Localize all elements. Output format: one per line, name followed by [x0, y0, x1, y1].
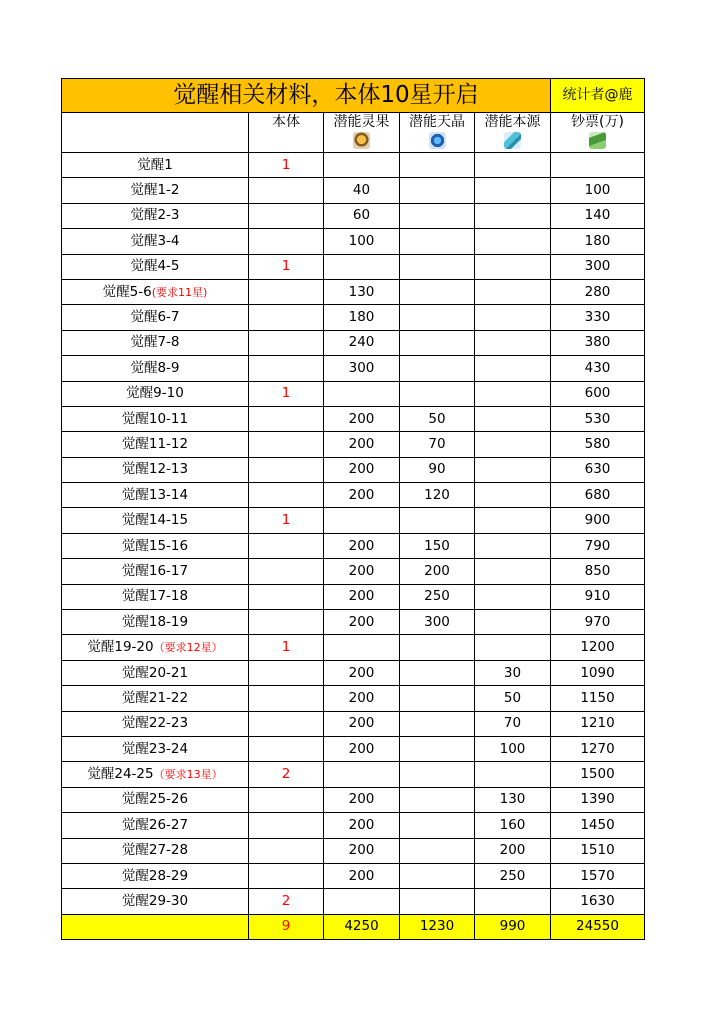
benyuan-cell[interactable]: [475, 762, 551, 787]
benyuan-cell[interactable]: [475, 305, 551, 330]
linguo-cell[interactable]: 200: [324, 432, 400, 457]
benti-cell[interactable]: 1: [249, 254, 324, 279]
stage-cell[interactable]: [62, 686, 249, 711]
benti-cell[interactable]: [249, 584, 324, 609]
stage-label: 觉醒2-3: [130, 207, 180, 224]
tianjing-cell[interactable]: 300: [400, 610, 475, 635]
stage-cell[interactable]: [62, 279, 249, 304]
stage-label: 觉醒9-10: [126, 385, 184, 402]
benti-cell[interactable]: 2: [249, 889, 324, 914]
stage-label: 觉醒23-24: [121, 740, 189, 757]
total-benti-cell[interactable]: 9: [249, 914, 324, 939]
stage-cell[interactable]: [62, 660, 249, 685]
table-row: [62, 508, 645, 533]
benti-cell[interactable]: [249, 178, 324, 203]
table-row: [62, 457, 645, 482]
table-row: [62, 279, 645, 304]
benyuan-cell[interactable]: [475, 381, 551, 406]
money-cell[interactable]: 1150: [551, 686, 645, 711]
stage-cell[interactable]: [62, 356, 249, 381]
stage-label: 觉醒8-9: [130, 359, 180, 376]
benyuan-cell[interactable]: 100: [475, 736, 551, 761]
table-row: [62, 736, 645, 761]
linguo-cell[interactable]: 240: [324, 330, 400, 355]
benyuan-cell[interactable]: 130: [475, 787, 551, 812]
stage-label: 觉醒27-28: [121, 842, 189, 859]
stage-label: 觉醒28-29: [121, 867, 189, 884]
linguo-cell[interactable]: 100: [324, 229, 400, 254]
benti-cell[interactable]: 1: [249, 381, 324, 406]
stage-label: 觉醒29-30: [121, 893, 189, 910]
table-row: [62, 153, 645, 178]
awakening-materials-table: [61, 78, 645, 940]
table-row: [62, 686, 645, 711]
linguo-cell[interactable]: 200: [324, 483, 400, 508]
table-row: [62, 584, 645, 609]
table-row: [62, 483, 645, 508]
tianjing-cell[interactable]: [400, 203, 475, 228]
table-row: [62, 330, 645, 355]
benyuan-cell[interactable]: [475, 279, 551, 304]
stage-label: 觉醒1-2: [130, 182, 180, 199]
table-row: [62, 813, 645, 838]
benti-cell[interactable]: [249, 686, 324, 711]
benti-cell[interactable]: [249, 610, 324, 635]
benti-cell[interactable]: [249, 432, 324, 457]
stage-label: 觉醒16-17: [121, 562, 189, 579]
money-cell[interactable]: 1200: [551, 635, 645, 660]
potential-fruit-icon: [353, 132, 370, 149]
header-benti-label: 本体: [272, 114, 300, 130]
stage-label: 觉醒19-20: [87, 639, 154, 656]
money-cell[interactable]: 140: [551, 203, 645, 228]
money-cell[interactable]: 380: [551, 330, 645, 355]
benti-cell[interactable]: [249, 787, 324, 812]
stage-cell[interactable]: [62, 457, 249, 482]
benyuan-cell[interactable]: 200: [475, 838, 551, 863]
stage-cell[interactable]: [62, 584, 249, 609]
benyuan-cell[interactable]: [475, 584, 551, 609]
money-cell[interactable]: 1570: [551, 863, 645, 888]
linguo-cell[interactable]: 200: [324, 787, 400, 812]
stage-label: 觉醒5-6: [102, 283, 152, 300]
benyuan-cell[interactable]: [475, 153, 551, 178]
money-cell[interactable]: 1390: [551, 787, 645, 812]
benyuan-cell[interactable]: 160: [475, 813, 551, 838]
money-cell[interactable]: 300: [551, 254, 645, 279]
tianjing-cell[interactable]: 90: [400, 457, 475, 482]
stage-cell[interactable]: [62, 406, 249, 431]
stage-cell[interactable]: [62, 381, 249, 406]
tianjing-cell[interactable]: [400, 863, 475, 888]
stage-cell[interactable]: [62, 736, 249, 761]
benti-cell[interactable]: [249, 483, 324, 508]
money-cell[interactable]: 910: [551, 584, 645, 609]
tianjing-cell[interactable]: [400, 508, 475, 533]
table-row: [62, 533, 645, 558]
benyuan-cell[interactable]: 30: [475, 660, 551, 685]
linguo-cell[interactable]: [324, 153, 400, 178]
stage-cell[interactable]: [62, 762, 249, 787]
benti-cell[interactable]: 1: [249, 153, 324, 178]
tianjing-cell[interactable]: [400, 686, 475, 711]
money-cell[interactable]: 900: [551, 508, 645, 533]
tianjing-cell[interactable]: [400, 229, 475, 254]
money-cell[interactable]: 1090: [551, 660, 645, 685]
stage-cell[interactable]: [62, 813, 249, 838]
benyuan-cell[interactable]: [475, 533, 551, 558]
stage-cell[interactable]: [62, 635, 249, 660]
header-linguo-label: 潜能灵果: [333, 114, 390, 130]
star-requirement-note: （要求13星）: [153, 768, 223, 782]
star-requirement-note: (要求11星): [151, 285, 208, 299]
money-cell[interactable]: 1510: [551, 838, 645, 863]
benyuan-cell[interactable]: [475, 635, 551, 660]
header-tianjing[interactable]: [400, 113, 475, 153]
linguo-cell[interactable]: [324, 889, 400, 914]
benyuan-cell[interactable]: [475, 406, 551, 431]
table-row: [62, 863, 645, 888]
benti-cell[interactable]: [249, 406, 324, 431]
stage-cell[interactable]: [62, 787, 249, 812]
stage-cell[interactable]: [62, 889, 249, 914]
stage-cell[interactable]: [62, 432, 249, 457]
table-row: [62, 229, 645, 254]
benti-cell[interactable]: [249, 660, 324, 685]
money-cell[interactable]: 600: [551, 381, 645, 406]
benyuan-cell[interactable]: 250: [475, 863, 551, 888]
stage-label: 觉醒13-14: [121, 486, 189, 503]
money-cell[interactable]: 1270: [551, 736, 645, 761]
tianjing-cell[interactable]: 200: [400, 559, 475, 584]
table-row: [62, 305, 645, 330]
benti-cell[interactable]: [249, 533, 324, 558]
star-requirement-note: （要求12星）: [153, 641, 223, 655]
stage-cell[interactable]: [62, 610, 249, 635]
stage-label: 觉醒17-18: [121, 588, 189, 605]
tianjing-cell[interactable]: 120: [400, 483, 475, 508]
tianjing-cell[interactable]: [400, 736, 475, 761]
banknote-icon: [589, 132, 606, 149]
table-row: [62, 559, 645, 584]
money-cell[interactable]: 580: [551, 432, 645, 457]
benti-cell[interactable]: [249, 711, 324, 736]
totals-label-cell[interactable]: [62, 914, 249, 939]
stage-label: 觉醒4-5: [130, 258, 180, 275]
money-cell[interactable]: 970: [551, 610, 645, 635]
benti-cell[interactable]: 2: [249, 762, 324, 787]
table-row: [62, 711, 645, 736]
table-row: [62, 432, 645, 457]
linguo-cell[interactable]: 200: [324, 533, 400, 558]
linguo-cell[interactable]: [324, 254, 400, 279]
author-cell[interactable]: 统计者@鹿: [551, 79, 645, 113]
stage-cell[interactable]: [62, 863, 249, 888]
table-row: [62, 889, 645, 914]
tianjing-cell[interactable]: [400, 330, 475, 355]
tianjing-cell[interactable]: 250: [400, 584, 475, 609]
tianjing-cell[interactable]: [400, 838, 475, 863]
benti-cell[interactable]: [249, 305, 324, 330]
linguo-cell[interactable]: 200: [324, 813, 400, 838]
benti-cell[interactable]: [249, 813, 324, 838]
money-cell[interactable]: 280: [551, 279, 645, 304]
stage-label: 觉醒26-27: [121, 816, 189, 833]
money-cell[interactable]: 530: [551, 406, 645, 431]
total-linguo-cell[interactable]: 4250: [324, 914, 400, 939]
linguo-cell[interactable]: 200: [324, 686, 400, 711]
linguo-cell[interactable]: 300: [324, 356, 400, 381]
tianjing-cell[interactable]: 150: [400, 533, 475, 558]
tianjing-cell[interactable]: [400, 787, 475, 812]
benti-cell[interactable]: [249, 863, 324, 888]
benyuan-cell[interactable]: [475, 483, 551, 508]
money-cell[interactable]: 180: [551, 229, 645, 254]
tianjing-cell[interactable]: [400, 178, 475, 203]
tianjing-cell[interactable]: [400, 305, 475, 330]
stage-cell[interactable]: [62, 178, 249, 203]
potential-crystal-icon: [429, 132, 446, 149]
stage-cell[interactable]: [62, 483, 249, 508]
benyuan-cell[interactable]: [475, 330, 551, 355]
money-cell[interactable]: 790: [551, 533, 645, 558]
linguo-cell[interactable]: 200: [324, 406, 400, 431]
money-cell[interactable]: 1210: [551, 711, 645, 736]
money-cell[interactable]: 1500: [551, 762, 645, 787]
stage-label: 觉醒14-15: [121, 512, 189, 529]
benti-cell[interactable]: [249, 203, 324, 228]
linguo-cell[interactable]: 60: [324, 203, 400, 228]
money-cell[interactable]: 680: [551, 483, 645, 508]
stage-label: 觉醒21-22: [121, 689, 189, 706]
sheet-title[interactable]: 觉醒相关材料，本体10星开启: [62, 79, 551, 113]
stage-label: 觉醒3-4: [130, 232, 180, 249]
benyuan-cell[interactable]: [475, 508, 551, 533]
linguo-cell[interactable]: 200: [324, 736, 400, 761]
money-cell[interactable]: 1630: [551, 889, 645, 914]
benyuan-cell[interactable]: [475, 610, 551, 635]
stage-label: 觉醒15-16: [121, 537, 189, 554]
linguo-cell[interactable]: 130: [324, 279, 400, 304]
table-row: [62, 635, 645, 660]
tianjing-cell[interactable]: 50: [400, 406, 475, 431]
benti-cell[interactable]: [249, 229, 324, 254]
potential-source-icon: [504, 132, 521, 149]
title-row: [62, 79, 645, 113]
total-money-cell[interactable]: 24550: [551, 914, 645, 939]
total-benyuan-cell[interactable]: 990: [475, 914, 551, 939]
stage-label: 觉醒7-8: [130, 334, 180, 351]
header-money-label: 钞票(万): [571, 114, 624, 130]
totals-row: [62, 914, 645, 939]
stage-label: 觉醒22-23: [121, 715, 189, 732]
money-cell[interactable]: 100: [551, 178, 645, 203]
benti-cell[interactable]: [249, 279, 324, 304]
benyuan-cell[interactable]: [475, 889, 551, 914]
header-benyuan[interactable]: [475, 113, 551, 153]
stage-label: 觉醒18-19: [121, 613, 189, 630]
tianjing-cell[interactable]: [400, 635, 475, 660]
benti-cell[interactable]: [249, 838, 324, 863]
linguo-cell[interactable]: [324, 381, 400, 406]
header-linguo[interactable]: [324, 113, 400, 153]
table-row: [62, 787, 645, 812]
table-row: [62, 762, 645, 787]
header-stage[interactable]: [62, 113, 249, 153]
stage-label: 觉醒20-21: [121, 664, 189, 681]
stage-label: 觉醒6-7: [130, 309, 180, 326]
stage-label: 觉醒25-26: [121, 791, 189, 808]
table-row: [62, 610, 645, 635]
benti-cell[interactable]: [249, 457, 324, 482]
stage-cell[interactable]: [62, 711, 249, 736]
table-row: [62, 254, 645, 279]
total-tianjing-cell[interactable]: 1230: [400, 914, 475, 939]
linguo-cell[interactable]: 200: [324, 559, 400, 584]
header-money[interactable]: [551, 113, 645, 153]
header-benti[interactable]: [249, 113, 324, 153]
benyuan-cell[interactable]: [475, 229, 551, 254]
table-row: [62, 178, 645, 203]
tianjing-cell[interactable]: [400, 711, 475, 736]
money-cell[interactable]: [551, 153, 645, 178]
stage-label: 觉醒11-12: [121, 435, 189, 452]
linguo-cell[interactable]: 200: [324, 457, 400, 482]
benti-cell[interactable]: 1: [249, 508, 324, 533]
tianjing-cell[interactable]: [400, 381, 475, 406]
header-benyuan-label: 潜能本源: [484, 114, 541, 130]
money-cell[interactable]: 850: [551, 559, 645, 584]
linguo-cell[interactable]: 200: [324, 863, 400, 888]
stage-cell[interactable]: [62, 533, 249, 558]
stage-label: 觉醒24-25: [87, 766, 154, 783]
linguo-cell[interactable]: 40: [324, 178, 400, 203]
linguo-cell[interactable]: 180: [324, 305, 400, 330]
tianjing-cell[interactable]: [400, 153, 475, 178]
stage-label: 觉醒10-11: [121, 410, 189, 427]
benyuan-cell[interactable]: 50: [475, 686, 551, 711]
tianjing-cell[interactable]: [400, 762, 475, 787]
table-row: [62, 406, 645, 431]
stage-cell[interactable]: [62, 330, 249, 355]
tianjing-cell[interactable]: [400, 889, 475, 914]
table-row: [62, 660, 645, 685]
linguo-cell[interactable]: 200: [324, 610, 400, 635]
stage-cell[interactable]: [62, 203, 249, 228]
benyuan-cell[interactable]: [475, 254, 551, 279]
table-row: [62, 381, 645, 406]
stage-cell[interactable]: [62, 508, 249, 533]
stage-cell[interactable]: [62, 838, 249, 863]
table-row: [62, 356, 645, 381]
linguo-cell[interactable]: [324, 508, 400, 533]
linguo-cell[interactable]: [324, 635, 400, 660]
stage-cell[interactable]: [62, 153, 249, 178]
tianjing-cell[interactable]: [400, 254, 475, 279]
money-cell[interactable]: 330: [551, 305, 645, 330]
linguo-cell[interactable]: 200: [324, 660, 400, 685]
benyuan-cell[interactable]: [475, 203, 551, 228]
benyuan-cell[interactable]: 70: [475, 711, 551, 736]
benti-cell[interactable]: [249, 736, 324, 761]
benyuan-cell[interactable]: [475, 457, 551, 482]
tianjing-cell[interactable]: [400, 660, 475, 685]
linguo-cell[interactable]: 200: [324, 711, 400, 736]
stage-cell[interactable]: [62, 229, 249, 254]
stage-cell[interactable]: [62, 254, 249, 279]
benyuan-cell[interactable]: [475, 178, 551, 203]
tianjing-cell[interactable]: [400, 279, 475, 304]
stage-cell[interactable]: [62, 559, 249, 584]
linguo-cell[interactable]: 200: [324, 584, 400, 609]
stage-label: 觉醒1: [137, 156, 173, 173]
benti-cell[interactable]: [249, 356, 324, 381]
benti-cell[interactable]: [249, 330, 324, 355]
stage-cell[interactable]: [62, 305, 249, 330]
linguo-cell[interactable]: 200: [324, 838, 400, 863]
table-row: [62, 838, 645, 863]
header-row: [62, 113, 645, 153]
linguo-cell[interactable]: [324, 762, 400, 787]
header-tianjing-label: 潜能天晶: [409, 114, 465, 130]
benti-cell[interactable]: [249, 559, 324, 584]
tianjing-cell[interactable]: [400, 813, 475, 838]
benyuan-cell[interactable]: [475, 559, 551, 584]
money-cell[interactable]: 430: [551, 356, 645, 381]
benyuan-cell[interactable]: [475, 432, 551, 457]
money-cell[interactable]: 630: [551, 457, 645, 482]
money-cell[interactable]: 1450: [551, 813, 645, 838]
tianjing-cell[interactable]: [400, 356, 475, 381]
stage-label: 觉醒12-13: [121, 461, 189, 478]
benyuan-cell[interactable]: [475, 356, 551, 381]
tianjing-cell[interactable]: 70: [400, 432, 475, 457]
table-row: [62, 203, 645, 228]
benti-cell[interactable]: 1: [249, 635, 324, 660]
